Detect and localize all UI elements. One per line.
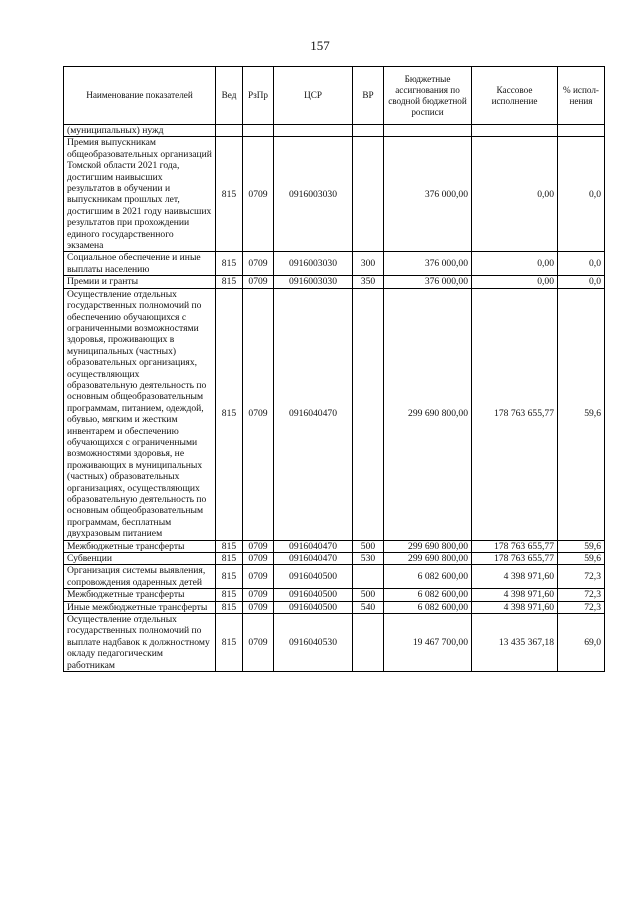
header-csr: ЦСР bbox=[274, 67, 353, 125]
cell-csr: 0916040500 bbox=[274, 589, 353, 601]
cell-rzpr: 0709 bbox=[243, 288, 274, 540]
cell-rzpr: 0709 bbox=[243, 276, 274, 288]
cell-percent: 0,0 bbox=[558, 137, 605, 252]
cell-percent: 72,3 bbox=[558, 565, 605, 589]
cell-budget: 299 690 800,00 bbox=[384, 288, 472, 540]
cell-ved: 815 bbox=[216, 252, 243, 276]
cell-budget: 299 690 800,00 bbox=[384, 553, 472, 565]
cell-budget: 19 467 700,00 bbox=[384, 614, 472, 672]
header-vr: ВР bbox=[353, 67, 384, 125]
cell-budget: 376 000,00 bbox=[384, 276, 472, 288]
cell-csr: 0916040470 bbox=[274, 553, 353, 565]
table-row bbox=[64, 137, 605, 252]
cell-cash: 0,00 bbox=[472, 276, 558, 288]
table-row bbox=[64, 276, 605, 288]
cell-name: Межбюджетные трансферты bbox=[64, 589, 216, 601]
cell-name: Премии и гранты bbox=[64, 276, 216, 288]
cell-ved: 815 bbox=[216, 288, 243, 540]
cell-csr: 0916040470 bbox=[274, 288, 353, 540]
header-cash: Кассовое исполнение bbox=[472, 67, 558, 125]
cell-cash: 4 398 971,60 bbox=[472, 565, 558, 589]
cell-csr: 0916040530 bbox=[274, 614, 353, 672]
cell-percent: 72,3 bbox=[558, 589, 605, 601]
cell-rzpr: 0709 bbox=[243, 565, 274, 589]
cell-ved: 815 bbox=[216, 553, 243, 565]
cell-csr: 0916040500 bbox=[274, 601, 353, 613]
cell-cash: 178 763 655,77 bbox=[472, 553, 558, 565]
cell-rzpr: 0709 bbox=[243, 540, 274, 552]
cell-vr: 300 bbox=[353, 252, 384, 276]
cell-vr bbox=[353, 288, 384, 540]
cell-rzpr: 0709 bbox=[243, 553, 274, 565]
cell-budget: 6 082 600,00 bbox=[384, 601, 472, 613]
cell-csr bbox=[274, 125, 353, 137]
cell-ved: 815 bbox=[216, 589, 243, 601]
cell-cash: 13 435 367,18 bbox=[472, 614, 558, 672]
cell-budget: 299 690 800,00 bbox=[384, 540, 472, 552]
cell-percent: 0,0 bbox=[558, 276, 605, 288]
header-row bbox=[64, 67, 605, 125]
cell-name: Осуществление отдельных государственных полномочий по обеспечению обучающихся с ограниченными возможностями здоровья, проживающих в муниципальных (частных) образовательных организациях, осуществляющих образовательную деятельность по основным общеобразовательным программам, питанием, одеждой, обувью, мягким и жестким инвентарем и обеспечению обучающихся с ограниченными возможностями здоровья, не проживающих в муниципальных (частных) образовательных организациях, осуществляющих образовательную деятельность по основным общеобразовательным программам, бесплатным двухразовым питанием bbox=[64, 288, 216, 540]
header-budget: Бюджетные ассигнования по сводной бюджетной росписи bbox=[384, 67, 472, 125]
cell-name: Иные межбюджетные трансферты bbox=[64, 601, 216, 613]
table-row bbox=[64, 614, 605, 672]
table-row bbox=[64, 540, 605, 552]
cell-percent: 59,6 bbox=[558, 553, 605, 565]
cell-rzpr: 0709 bbox=[243, 614, 274, 672]
cell-cash: 4 398 971,60 bbox=[472, 589, 558, 601]
cell-ved: 815 bbox=[216, 276, 243, 288]
cell-cash: 178 763 655,77 bbox=[472, 540, 558, 552]
cell-vr bbox=[353, 614, 384, 672]
cell-csr: 0916003030 bbox=[274, 252, 353, 276]
cell-budget bbox=[384, 125, 472, 137]
cell-cash bbox=[472, 125, 558, 137]
cell-rzpr: 0709 bbox=[243, 601, 274, 613]
table-body bbox=[64, 125, 605, 672]
cell-percent: 0,0 bbox=[558, 252, 605, 276]
cell-name: (муниципальных) нужд bbox=[64, 125, 216, 137]
cell-rzpr: 0709 bbox=[243, 137, 274, 252]
cell-ved: 815 bbox=[216, 614, 243, 672]
cell-ved: 815 bbox=[216, 540, 243, 552]
table-row bbox=[64, 601, 605, 613]
cell-rzpr bbox=[243, 125, 274, 137]
cell-vr bbox=[353, 137, 384, 252]
table-row bbox=[64, 565, 605, 589]
cell-percent: 59,6 bbox=[558, 540, 605, 552]
cell-vr: 500 bbox=[353, 589, 384, 601]
cell-budget: 6 082 600,00 bbox=[384, 589, 472, 601]
cell-percent: 69,0 bbox=[558, 614, 605, 672]
header-name: Наименование показателей bbox=[64, 67, 216, 125]
table-row bbox=[64, 553, 605, 565]
cell-ved bbox=[216, 125, 243, 137]
cell-csr: 0916003030 bbox=[274, 137, 353, 252]
cell-cash: 4 398 971,60 bbox=[472, 601, 558, 613]
cell-vr: 500 bbox=[353, 540, 384, 552]
cell-name: Субвенции bbox=[64, 553, 216, 565]
header-percent: % испол-нения bbox=[558, 67, 605, 125]
budget-table bbox=[63, 66, 605, 672]
table-row bbox=[64, 125, 605, 137]
cell-vr: 350 bbox=[353, 276, 384, 288]
cell-name: Межбюджетные трансферты bbox=[64, 540, 216, 552]
header-rzpr: РзПр bbox=[243, 67, 274, 125]
cell-rzpr: 0709 bbox=[243, 589, 274, 601]
cell-percent: 72,3 bbox=[558, 601, 605, 613]
cell-cash: 0,00 bbox=[472, 252, 558, 276]
cell-vr: 530 bbox=[353, 553, 384, 565]
cell-budget: 376 000,00 bbox=[384, 137, 472, 252]
table-row bbox=[64, 589, 605, 601]
cell-ved: 815 bbox=[216, 601, 243, 613]
cell-name: Осуществление отдельных государственных полномочий по выплате надбавок к должностному окладу педагогическим работникам bbox=[64, 614, 216, 672]
table-row bbox=[64, 288, 605, 540]
cell-percent bbox=[558, 125, 605, 137]
cell-name: Премия выпускникам общеобразовательных организаций Томской области 2021 года, достигшим наивысших результатов в обучении и выпускникам прошлых лет, достигшим в 2021 году наивысших результатов при прохождении единого государственного экзамена bbox=[64, 137, 216, 252]
cell-ved: 815 bbox=[216, 565, 243, 589]
cell-rzpr: 0709 bbox=[243, 252, 274, 276]
cell-csr: 0916003030 bbox=[274, 276, 353, 288]
cell-csr: 0916040500 bbox=[274, 565, 353, 589]
cell-percent: 59,6 bbox=[558, 288, 605, 540]
cell-vr: 540 bbox=[353, 601, 384, 613]
cell-cash: 178 763 655,77 bbox=[472, 288, 558, 540]
cell-vr bbox=[353, 125, 384, 137]
table-row bbox=[64, 252, 605, 276]
cell-budget: 376 000,00 bbox=[384, 252, 472, 276]
cell-ved: 815 bbox=[216, 137, 243, 252]
cell-name: Организация системы выявления, сопровождения одаренных детей bbox=[64, 565, 216, 589]
cell-cash: 0,00 bbox=[472, 137, 558, 252]
page-number: 157 bbox=[310, 38, 330, 53]
cell-budget: 6 082 600,00 bbox=[384, 565, 472, 589]
cell-vr bbox=[353, 565, 384, 589]
cell-csr: 0916040470 bbox=[274, 540, 353, 552]
header-ved: Вед bbox=[216, 67, 243, 125]
cell-name: Социальное обеспечение и иные выплаты населению bbox=[64, 252, 216, 276]
